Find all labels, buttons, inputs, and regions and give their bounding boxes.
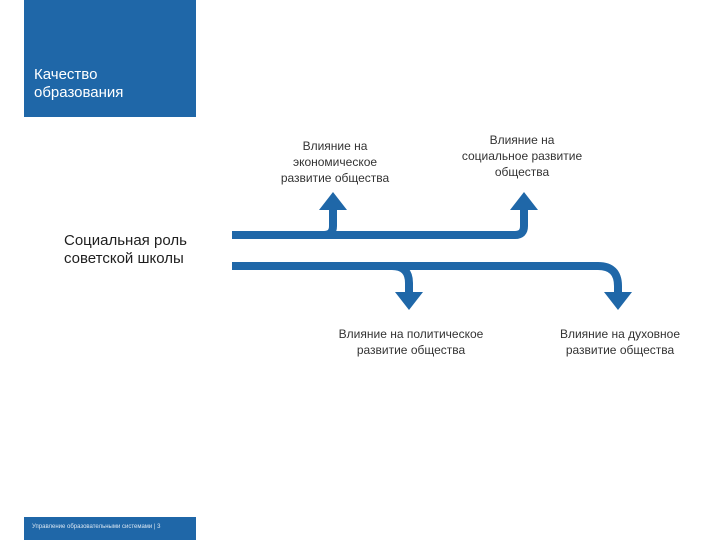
effect-economic-line-1: Влияние на <box>302 139 368 153</box>
effect-economic-line-3: развитие общества <box>280 171 390 185</box>
panel-title-line-1: Качество <box>34 66 98 83</box>
effect-economic-line-2: экономическое <box>292 155 378 169</box>
footer-text: Управление образовательными системами | 3 <box>32 524 161 530</box>
central-concept-line-1: Социальная роль <box>64 232 187 249</box>
arrow-up-economic <box>319 192 347 210</box>
effect-spiritual-line-2: развитие общества <box>565 343 675 357</box>
effect-political-label <box>316 326 506 358</box>
arrow-up-social <box>510 192 538 210</box>
panel-title-line-2: образования <box>34 84 124 101</box>
effect-social-label <box>442 132 602 180</box>
effect-spiritual-label <box>540 326 700 358</box>
connector-lower-branch-political <box>392 266 409 292</box>
arrow-down-political <box>395 292 423 310</box>
effect-political-line-1: Влияние на политическое <box>338 327 484 341</box>
effect-economic-label <box>255 138 415 186</box>
arrow-down-spiritual <box>604 292 632 310</box>
connector-upper <box>232 210 524 235</box>
central-concept-line-2: советской школы <box>64 250 184 267</box>
effect-social-line-1: Влияние на <box>489 133 555 147</box>
connector-upper-branch-economic <box>324 210 333 235</box>
effect-social-line-3: общества <box>494 165 550 179</box>
effect-political-line-2: развитие общества <box>356 343 466 357</box>
effect-social-line-2: социальное развитие <box>461 149 583 163</box>
effect-spiritual-line-1: Влияние на духовное <box>559 327 681 341</box>
connector-lower <box>232 266 618 292</box>
